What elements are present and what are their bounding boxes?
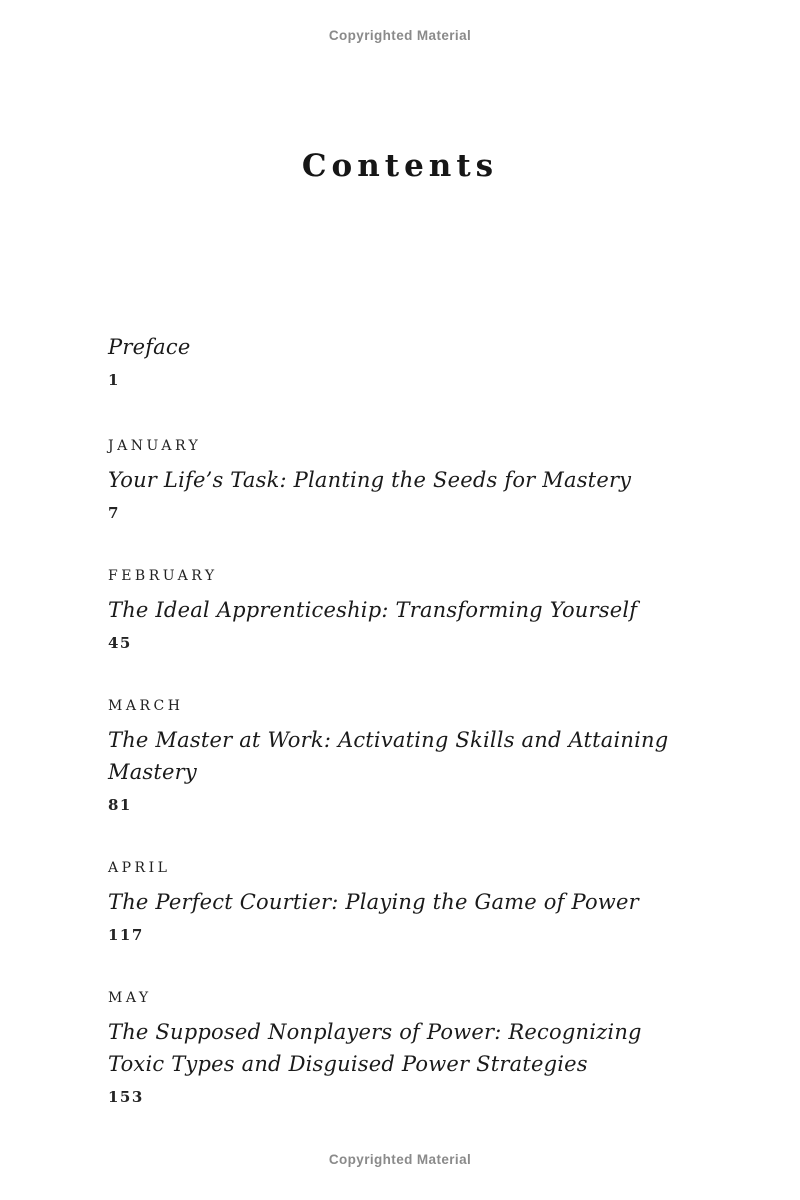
entry-page-number: 7 [108, 504, 120, 522]
entry-page-number: 153 [108, 1088, 144, 1106]
entry-title: The Perfect Courtier: Playing the Game of Power [108, 890, 639, 914]
toc-entry-april [108, 860, 692, 944]
toc-entry-preface [108, 331, 692, 389]
toc-entry-february [108, 568, 692, 652]
copyright-watermark-top: Copyrighted Material [328, 28, 472, 43]
month-label: JANUARY [108, 438, 202, 454]
month-label: MARCH [108, 698, 184, 714]
entry-title: Your Life’s Task: Planting the Seeds for Mastery [108, 468, 632, 492]
entry-title: Preface [108, 335, 191, 359]
table-of-contents [108, 331, 692, 1152]
entry-title: The Master at Work: Activating Skills and Attaining Mastery [108, 728, 669, 784]
entry-page-number: 45 [108, 634, 132, 652]
month-label: APRIL [108, 860, 171, 876]
entry-page-number: 117 [108, 926, 144, 944]
entry-title: The Supposed Nonplayers of Power: Recognizing Toxic Types and Disguised Power Strategies [108, 1020, 642, 1076]
toc-entry-march [108, 698, 692, 814]
toc-entry-may [108, 990, 692, 1106]
toc-entry-january [108, 438, 692, 522]
entry-title: The Ideal Apprenticeship: Transforming Yourself [108, 598, 638, 622]
page-title: Contents [301, 148, 499, 184]
month-label: MAY [108, 990, 152, 1006]
entry-page-number: 1 [108, 371, 120, 389]
copyright-watermark-bottom: Copyrighted Material [328, 1152, 472, 1167]
entry-page-number: 81 [108, 796, 132, 814]
month-label: FEBRUARY [108, 568, 218, 584]
